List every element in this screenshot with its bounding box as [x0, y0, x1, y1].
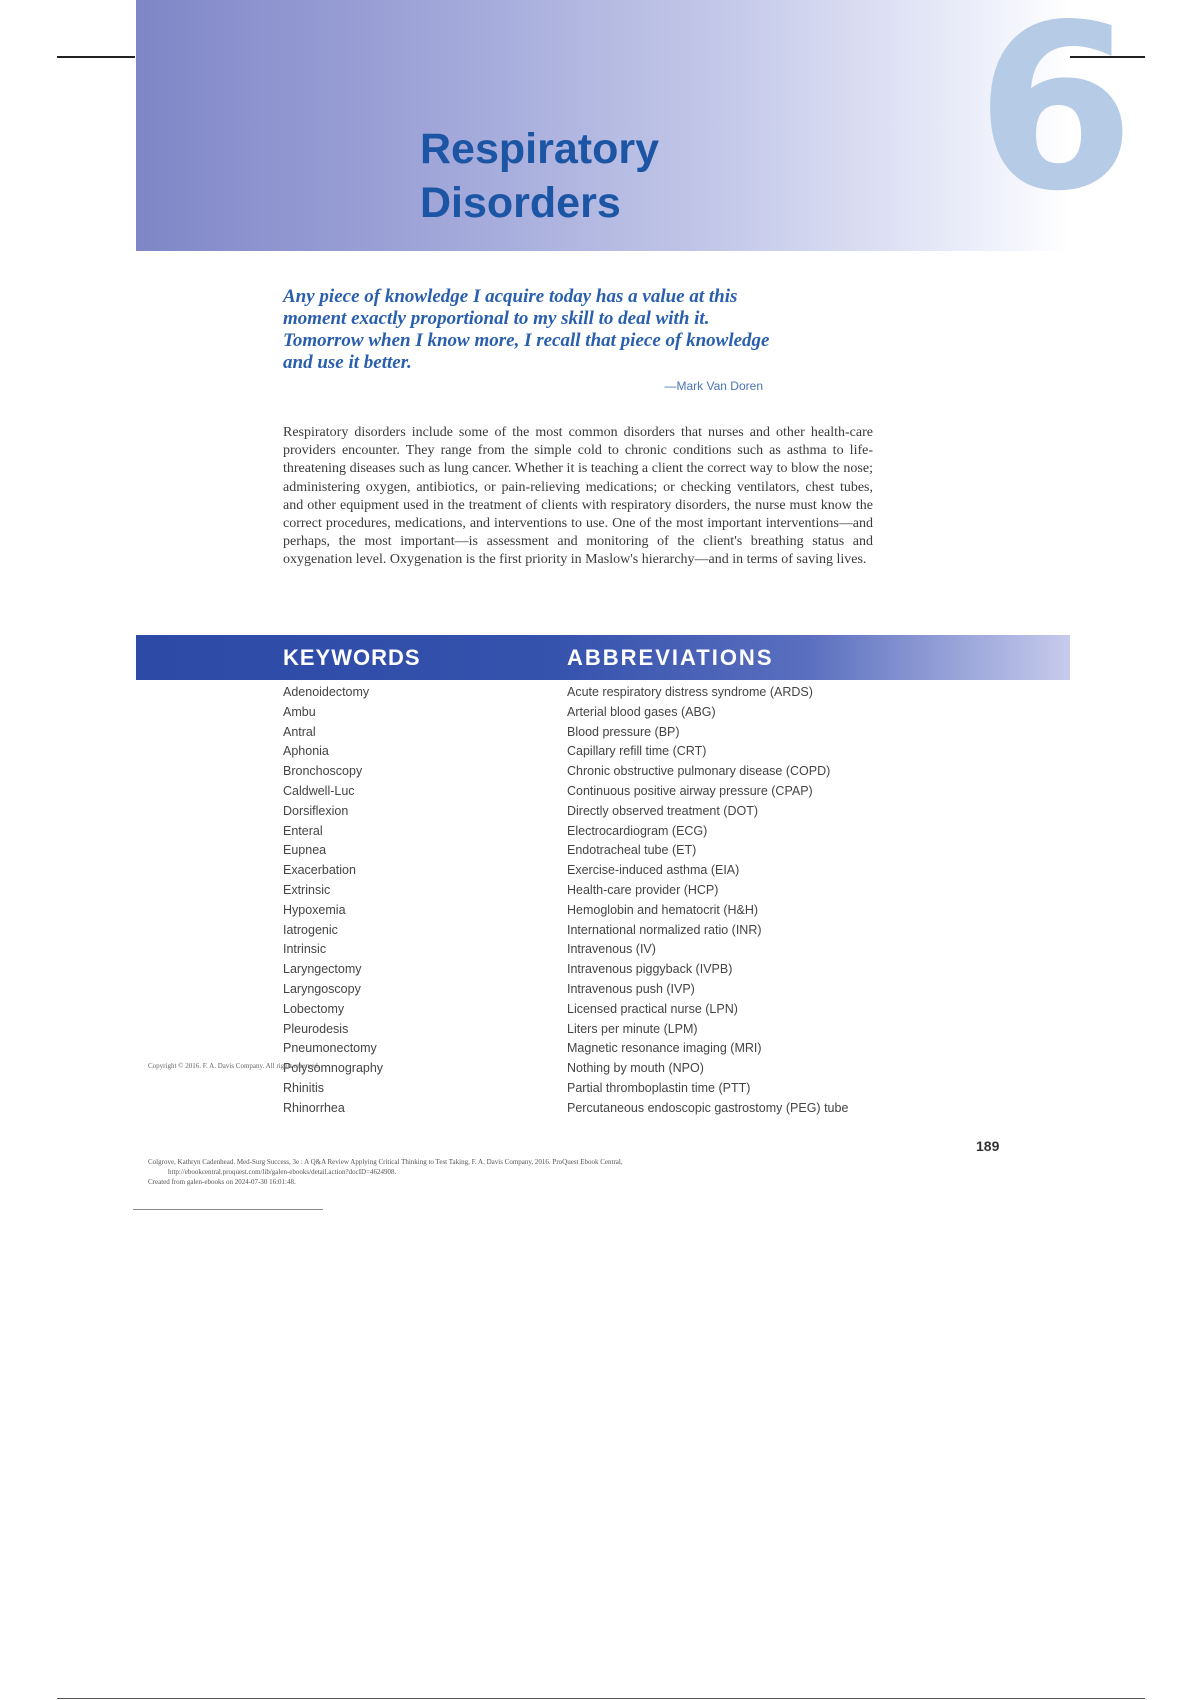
keyword-item: Extrinsic: [283, 882, 331, 897]
abbreviation-list: [567, 683, 848, 1119]
keywords-header-band: [136, 635, 1070, 680]
top-left-rule: [57, 56, 135, 58]
footer-rule: [133, 1209, 323, 1210]
keyword-item: Bronchoscopy: [283, 764, 363, 779]
abbreviations-heading: ABBREVIATIONS: [567, 645, 774, 670]
abbreviation-item: Electrocardiogram (ECG): [567, 823, 708, 838]
abbreviation-item: Arterial blood gases (ABG): [567, 704, 716, 719]
abbreviation-item: Partial thromboplastin time (PTT): [567, 1080, 751, 1095]
abbreviation-item: International normalized ratio (INR): [567, 922, 762, 937]
abbreviation-item: Nothing by mouth (NPO): [567, 1061, 704, 1076]
keywords-heading: KEYWORDS: [283, 645, 421, 670]
abbreviation-item: Health-care provider (HCP): [567, 882, 719, 897]
abbreviation-item: Magnetic resonance imaging (MRI): [567, 1041, 762, 1056]
chapter-title-line1: Respiratory: [420, 125, 659, 173]
keyword-item: Pleurodesis: [283, 1021, 349, 1036]
abbreviation-item: Blood pressure (BP): [567, 724, 680, 739]
chapter-number: 6: [976, 0, 1135, 241]
chapter-title-line2: Disorders: [420, 179, 621, 227]
keyword-item: Intrinsic: [283, 942, 327, 957]
bottom-rule: [57, 1698, 1145, 1699]
abbreviation-item: Liters per minute (LPM): [567, 1021, 698, 1036]
keyword-item: Rhinorrhea: [283, 1100, 345, 1115]
abbreviation-item: Endotracheal tube (ET): [567, 843, 697, 858]
keyword-item: Exacerbation: [283, 863, 356, 878]
keyword-item: Iatrogenic: [283, 922, 338, 937]
keyword-item: Pneumonectomy: [283, 1041, 377, 1056]
keyword-item: Enteral: [283, 823, 323, 838]
abbreviation-item: Exercise-induced asthma (EIA): [567, 863, 740, 878]
citation-footer: [148, 1157, 828, 1187]
keyword-list: [283, 683, 383, 1119]
keyword-item: Antral: [283, 724, 316, 739]
abbreviation-item: Chronic obstructive pulmonary disease (COPD): [567, 764, 831, 779]
abbreviation-item: Acute respiratory distress syndrome (ARDS): [567, 685, 813, 699]
keyword-item: Rhinitis: [283, 1080, 324, 1095]
keyword-item: Lobectomy: [283, 1001, 345, 1016]
abbreviation-item: Intravenous (IV): [567, 942, 656, 957]
epigraph-quote: Any piece of knowledge I acquire today has a value at this moment exactly proportional to my skill to deal with it. Tomorrow when I know more, I recall that piece of knowledge and use it better.: [283, 286, 770, 373]
abbreviation-item: Licensed practical nurse (LPN): [567, 1001, 738, 1016]
abbreviation-item: Hemoglobin and hematocrit (H&H): [567, 902, 759, 917]
keyword-item: Adenoidectomy: [283, 685, 370, 699]
keyword-item: Polysomnography: [283, 1061, 384, 1076]
keyword-item: Caldwell-Luc: [283, 783, 355, 798]
keyword-item: Laryngoscopy: [283, 981, 361, 996]
keyword-item: Aphonia: [283, 744, 329, 759]
citation-url: http://ebookcentral.proquest.com/lib/galen-ebooks/detail.action?docID=4624908.: [168, 1168, 397, 1176]
abbreviation-item: Directly observed treatment (DOT): [567, 803, 759, 818]
abbreviation-item: Intravenous piggyback (IVPB): [567, 962, 733, 977]
page-number: 189: [976, 1138, 1000, 1154]
keyword-item: Laryngectomy: [283, 962, 362, 977]
copyright-notice: Copyright © 2016. F. A. Davis Company. All rights reserved.: [148, 1062, 320, 1070]
intro-paragraph: Respiratory disorders include some of the most common disorders that nurses and other health-care providers encounter. They range from the simple cold to chronic conditions such as asthma to life-threatening diseases such as lung cancer. Whether it is teaching a client the correct way to blow the nose; administering oxygen, antibiotics, or pain-relieving medications; or checking ventilators, chest tubes, and other equipment used in the treatment of clients with respiratory disorders, the nurse must know the correct procedures, medications, and interventions to use. One of the most important interventions—and perhaps, the most important—is assessment and monitoring of the client's breathing status and oxygenation level. Oxygenation is the first priority in Maslow's hierarchy—and in terms of saving lives.: [283, 425, 873, 568]
keyword-item: Eupnea: [283, 843, 327, 858]
keyword-item: Dorsiflexion: [283, 803, 349, 818]
keyword-item: Hypoxemia: [283, 902, 346, 917]
abbreviation-item: Capillary refill time (CRT): [567, 744, 707, 759]
abbreviation-item: Continuous positive airway pressure (CPAP): [567, 783, 813, 798]
abbreviation-item: Intravenous push (IVP): [567, 981, 695, 996]
abbreviation-item: Percutaneous endoscopic gastrostomy (PEG) tube: [567, 1100, 849, 1115]
chapter-title: [420, 122, 659, 230]
citation-line: Colgrove, Kathryn Cadenhead. Med-Surg Success, 3e : A Q&A Review Applying Critical Thinking to Test Taking, F. A. Davis Company, 2016. ProQuest Ebook Central,: [148, 1158, 623, 1166]
epigraph-author: —Mark Van Doren: [664, 379, 763, 393]
citation-created: Created from galen-ebooks on 2024-07-30 16:01:48.: [148, 1178, 296, 1186]
keyword-item: Ambu: [283, 704, 316, 719]
